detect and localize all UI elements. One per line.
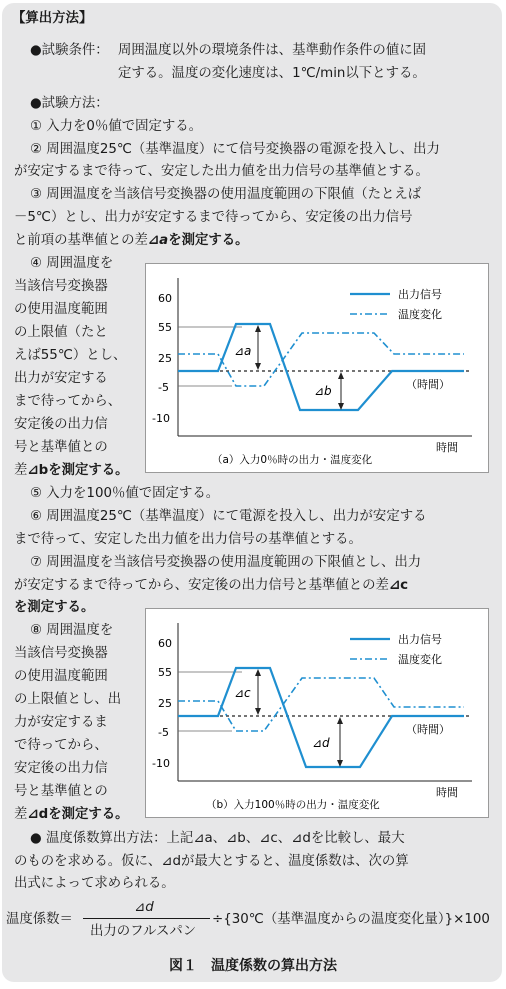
conditions-label: ●試験条件： bbox=[30, 43, 109, 58]
step-7-line-3: を測定する。 bbox=[14, 600, 95, 615]
chart-a-caption: （a）入力0％時の出力・温度変化 bbox=[212, 454, 373, 466]
ytick-minus-5: -5 bbox=[158, 726, 169, 739]
step-4-line: えば55℃）とし、 bbox=[14, 348, 127, 363]
conditions-line-2: 定する。温度の変化速度は、1℃/min以下とする。 bbox=[118, 66, 426, 81]
x-axis-label: 時間 bbox=[436, 441, 458, 454]
step-1: ① 入力を0％値で固定する。 bbox=[30, 119, 203, 134]
step-8-measure: を測定する。 bbox=[48, 807, 129, 822]
chart-a bbox=[145, 263, 489, 473]
chart-b-caption: （b）入力100％時の出力・温度変化 bbox=[206, 799, 380, 811]
calc-line-3: 出式によって求められる。 bbox=[14, 876, 175, 891]
step-6-line-2: まで待って、安定した出力値を出力信号の基準値とする。 bbox=[14, 532, 362, 547]
delta-a-arrowhead-down bbox=[255, 363, 261, 370]
chart-a-svg bbox=[146, 264, 488, 472]
step-8-line: の使用温度範囲 bbox=[14, 669, 108, 684]
x-axis-label: 時間 bbox=[436, 786, 458, 799]
delta-c: ⊿c bbox=[388, 578, 409, 593]
time-note: （時間） bbox=[406, 378, 450, 391]
delta-b-label: ⊿b bbox=[314, 384, 332, 398]
step-4-line: 号と基準値との bbox=[14, 440, 108, 455]
ytick-60: 60 bbox=[158, 292, 172, 305]
step-4-diff: 差 bbox=[14, 463, 28, 478]
step-4-line: 出力が安定する bbox=[14, 371, 108, 386]
ytick-minus-10: -10 bbox=[152, 757, 170, 770]
delta-symbol: ⊿ bbox=[147, 233, 160, 248]
step-2-line-2: が安定するまで待って、安定した出力値を出力信号の基準値とする。 bbox=[14, 164, 429, 179]
ytick-minus-10: -10 bbox=[152, 412, 170, 425]
step-4-line: 当該信号変換器 bbox=[14, 279, 108, 294]
chart-b bbox=[145, 608, 489, 818]
section-title: 【算出方法】 bbox=[12, 11, 93, 26]
step-4-line: ④ 周囲温度を bbox=[30, 256, 114, 271]
formula-denominator: 出力のフルスパン bbox=[90, 924, 197, 939]
formula-lhs: 温度係数＝ bbox=[6, 912, 73, 927]
step-4-line: の使用温度範囲 bbox=[14, 302, 108, 317]
step-8-line: ⑧ 周囲温度を bbox=[30, 623, 114, 638]
step-3-line-1: ③ 周囲温度を当該信号変換器の使用温度範囲の下限値（たとえば bbox=[30, 187, 422, 202]
legend-temperature-label: 温度変化 bbox=[398, 653, 442, 666]
ytick-25: 25 bbox=[158, 352, 172, 365]
delta-b: ⊿b bbox=[27, 463, 49, 478]
delta-c-label: ⊿c bbox=[234, 686, 251, 700]
step-7-line-2 bbox=[14, 576, 408, 595]
chart-b-svg bbox=[146, 609, 488, 817]
step-8-line: 当該信号変換器 bbox=[14, 646, 108, 661]
ytick-25: 25 bbox=[158, 697, 172, 710]
step-8-line: 安定後の出力信 bbox=[14, 761, 108, 776]
output-series bbox=[178, 668, 464, 767]
step-3-measure: を測定する。 bbox=[168, 233, 249, 248]
delta-b-arrowhead-up bbox=[338, 372, 344, 379]
step-8-line: 号と基準値との bbox=[14, 784, 108, 799]
legend-output-label: 出力信号 bbox=[398, 633, 442, 646]
fraction-bar bbox=[83, 918, 210, 919]
step-8-line: で待ってから、 bbox=[14, 738, 108, 753]
step-3-text: と前項の基準値との差 bbox=[14, 233, 148, 248]
step-4-last-line bbox=[14, 461, 129, 480]
figure-caption: 図１ 温度係数の算出方法 bbox=[169, 958, 337, 974]
step-8-line: の上限値とし、出 bbox=[14, 692, 122, 707]
step-3-line-2: －5℃）とし、出力が安定するまで待ってから、安定後の出力信号 bbox=[14, 210, 413, 225]
ytick-55: 55 bbox=[158, 321, 172, 334]
ytick-60: 60 bbox=[158, 637, 172, 650]
step-2-line-1: ② 周囲温度25℃（基準温度）にて信号変換器の電源を投入し、出力 bbox=[30, 142, 440, 157]
calc-line-2: のものを求める。仮に、⊿dが最大とすると、温度係数は、次の算 bbox=[14, 854, 409, 869]
step-8-last-line bbox=[14, 805, 129, 824]
delta-c-arrowhead-up bbox=[255, 669, 261, 676]
time-note: （時間） bbox=[406, 723, 450, 736]
legend-temperature-label: 温度変化 bbox=[398, 308, 442, 321]
ytick-55: 55 bbox=[158, 666, 172, 679]
delta-d-arrowhead-up bbox=[337, 717, 343, 724]
method-label: ●試験方法： bbox=[30, 96, 109, 111]
calc-line-1: ● 温度係数算出方法：上記⊿a、⊿b、⊿c、⊿dを比較し、最大 bbox=[30, 831, 405, 846]
delta-d-label: ⊿d bbox=[312, 736, 330, 750]
step-4-line: まで待ってから、 bbox=[14, 394, 122, 409]
step-3-line-3 bbox=[14, 231, 249, 250]
formula-numerator: ⊿d bbox=[134, 900, 154, 915]
step-4-line: 安定後の出力信 bbox=[14, 417, 108, 432]
step-8-diff: 差 bbox=[14, 807, 28, 822]
legend-output-label: 出力信号 bbox=[398, 288, 442, 301]
formula-rhs: ÷{30℃（基準温度からの温度変化量）}×100 bbox=[212, 912, 490, 927]
step-5: ⑤ 入力を100％値で固定する。 bbox=[30, 486, 220, 501]
step-4-line: の上限値（たと bbox=[14, 325, 108, 340]
conditions-line-1: 周囲温度以外の環境条件は、基準動作条件の値に固 bbox=[118, 43, 426, 58]
delta-a-label: ⊿a bbox=[234, 344, 252, 358]
ytick-minus-5: -5 bbox=[158, 381, 169, 394]
step-4-measure: を測定する。 bbox=[48, 463, 129, 478]
delta-a-letter: a bbox=[159, 233, 169, 248]
delta-a-arrowhead-up bbox=[255, 325, 261, 332]
step-7-line-1: ⑦ 周囲温度を当該信号変換器の使用温度範囲の下限値とし、出力 bbox=[30, 555, 422, 570]
step-6-line-1: ⑥ 周囲温度25℃（基準温度）にて電源を投入し、出力が安定する bbox=[30, 509, 427, 524]
step-7-text: が安定するまで待ってから、安定後の出力信号と基準値との差 bbox=[14, 578, 389, 593]
delta-d: ⊿d bbox=[27, 807, 49, 822]
delta-c-arrowhead-down bbox=[255, 708, 261, 715]
step-8-line: 力が安定するま bbox=[14, 715, 108, 730]
